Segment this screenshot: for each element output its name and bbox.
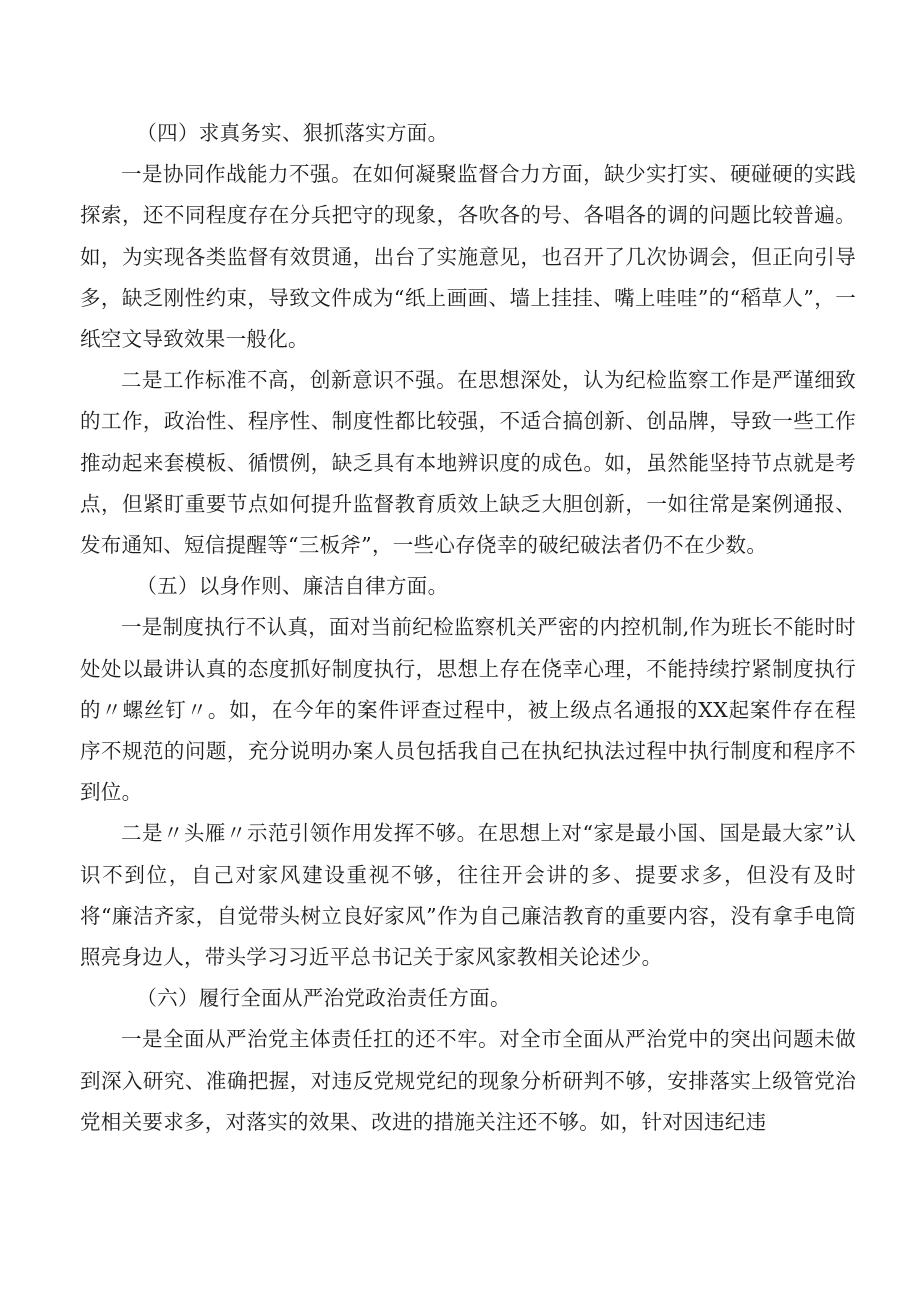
- section-heading-4: （四）求真务实、狠抓落实方面。: [136, 121, 449, 145]
- document-body: [80, 113, 856, 1143]
- section-heading-6: （六）履行全面从严治党政治责任方面。: [136, 986, 511, 1011]
- paragraph: 一是制度执行不认真，面对当前纪检监察机关严密的内控机制,作为班长不能时时处处以最讲认真的态度抓好制度执行，思想上存在侥幸心理，不能持续拧紧制度执行的〃螺丝钉〃。如，在今年的案件评查过程中，被上级点名通报的XX起案件存在程序不规范的问题，充分说明办案人员包括我自己在执纪执法过程中执行制度和程序不到位。: [80, 615, 856, 805]
- paragraph: 一是协同作战能力不强。在如何凝聚监督合力方面，缺少实打实、硬碰硬的实践探索，还不同程度存在分兵把守的现象，各吹各的号、各唱各的调的问题比较普遍。如，为实现各类监督有效贯通，出台了实施意见，也召开了几次协调会，但正向引导多，缺乏刚性约束，导致文件成为“纸上画画、墙上挂挂、嘴上哇哇”的“稻草人”，一纸空文导致效果一般化。: [80, 162, 856, 352]
- paragraph: 一是全面从严治党主体责任扛的还不牢。对全市全面从严治党中的突出问题未做到深入研究、准确把握，对违反党规党纪的现象分析研判不够，安排落实上级管党治党相关要求多，对落实的效果、改进的措施关注还不够。如，针对因违纪违: [80, 1027, 856, 1134]
- paragraph: 二是〃头雁〃示范引领作用发挥不够。在思想上对“家是最小国、国是最大家”认识不到位，自己对家风建设重视不够，往往开会讲的多、提要求多，但没有及时将“廉洁齐家，自觉带头树立良好家风”作为自己廉洁教育的重要内容，没有拿手电筒照亮身边人，带头学习习近平总书记关于家风家教相关论述少。: [80, 821, 856, 970]
- section-heading-5: （五）以身作则、廉洁自律方面。: [136, 574, 449, 599]
- paragraph: 二是工作标准不高，创新意识不强。在思想深处，认为纪检监察工作是严谨细致的工作，政治性、程序性、制度性都比较强，不适合搞创新、创品牌，导致一些工作推动起来套模板、循惯例，缺乏具有本地辨识度的成色。如，虽然能坚持节点就是考点，但紧盯重要节点如何提升监督教育质效上缺乏大胆创新，一如往常是案例通报、发布通知、短信提醒等“三板斧”，一些心存侥幸的破纪破法者仍不在少数。: [80, 368, 856, 558]
